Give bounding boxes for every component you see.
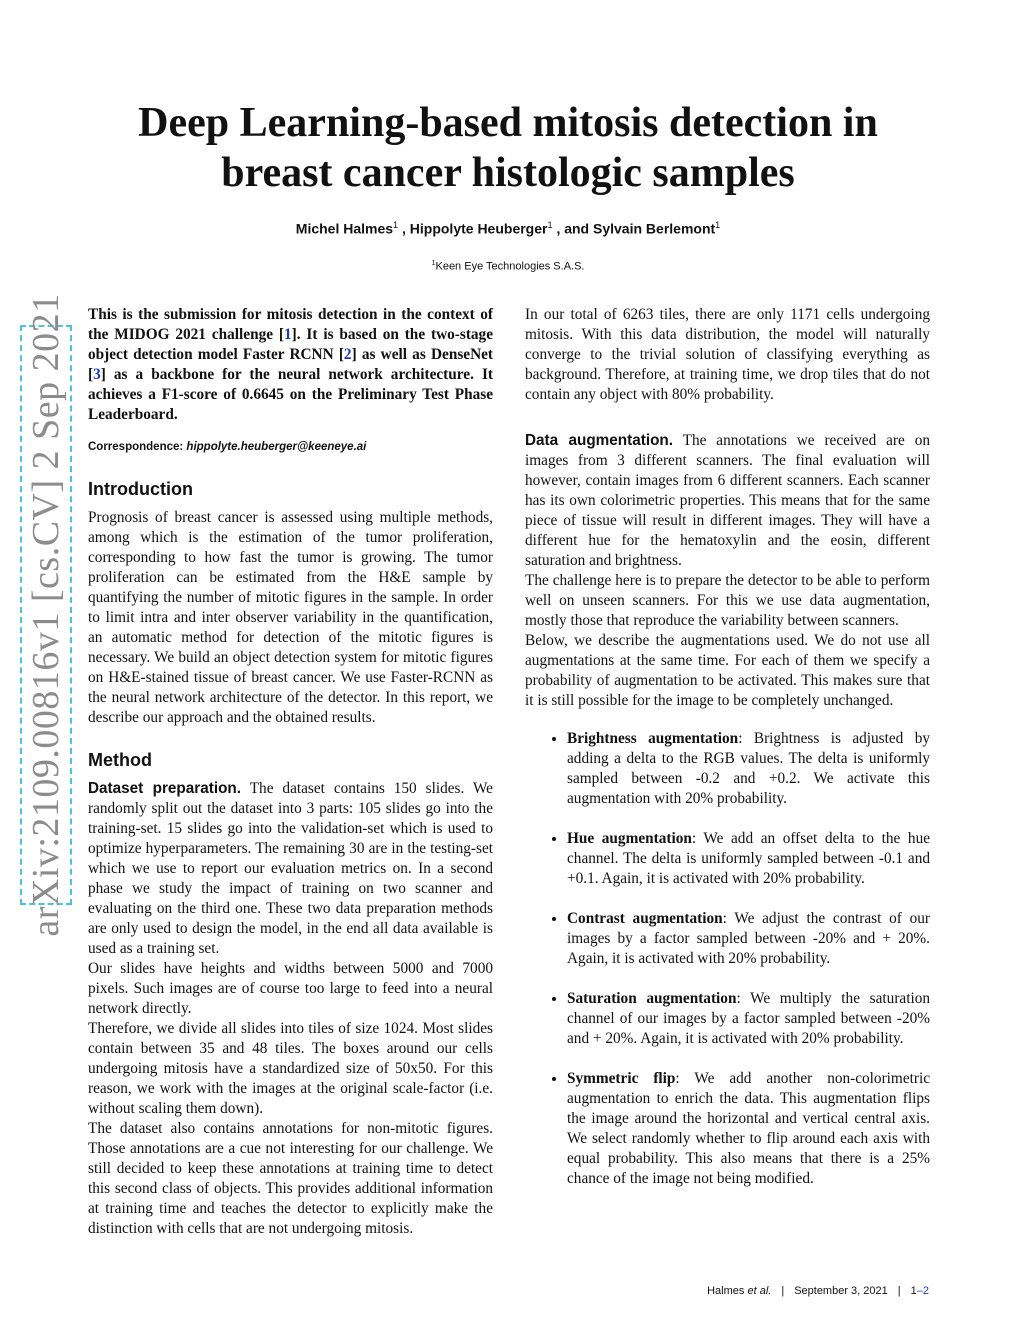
augmentation-list xyxy=(525,729,930,1189)
title-line-2: breast cancer histologic samples xyxy=(221,150,795,196)
tiles-paragraph: In our total of 6263 tiles, there are only 1171 cells undergoing mitosis. With this data distribution, the model will naturally converge to the trivial solution of classifying everything as background. Therefore, at training time, we drop tiles that do not contain any object with 80% probability. xyxy=(525,306,930,403)
citation-link[interactable]: 2 xyxy=(343,346,352,363)
correspondence: Correspondence: hippolyte.heuberger@keeneye.ai xyxy=(88,441,367,453)
author-name: Hippolyte Heuberger xyxy=(409,220,548,237)
list-item: • Contrast augmentation: We adjust the contrast of our images by a factor sampled between -20% and + 20%. Again, it is activated with 20% probability. xyxy=(567,909,930,969)
list-item: • Saturation augmentation: We multiply the saturation channel of our images by a factor sampled between -20% and + 20%. Again, it is activated with 20% probability. xyxy=(567,989,930,1049)
method-paragraph: The dataset also contains annotations for non-mitotic figures. Those annotations are a cue not interesting for our challenge. We still decided to keep these annotations at training time to detect this second class of objects. This provides additional information at training time and teaches the detector to explicitly make the distinction with cells that are not undergoing mitosis. xyxy=(88,1120,493,1237)
section-heading-introduction: Introduction xyxy=(88,479,193,499)
list-item: • Brightness augmentation: Brightness is adjusted by adding a delta to the RGB values. The delta is uniformly sampled between -0.2 and +0.2. We activate this augmentation with 20% probability. xyxy=(567,729,930,809)
section-heading-method: Method xyxy=(88,750,152,770)
page-footer: Halmes et al. | September 3, 2021 | 1–2 xyxy=(707,1285,929,1297)
title-line-1: Deep Learning-based mitosis detection in xyxy=(138,100,878,146)
dataset-paragraph: Dataset preparation. The dataset contains 150 slides. We randomly split out the dataset into 3 parts: 105 slides go into the training-set. 15 slides go into the validation-set which is used to optimize hyperparameters. The remaining 30 are in the testing-set which we use to report our evaluation metrics on. In a second phase we study the impact of training on two scanner and evaluating on the third one. These two data preparation methods are only used to design the model, in the end all data available is used as a training set. xyxy=(88,780,493,957)
method-paragraph: Therefore, we divide all slides into tiles of size 1024. Most slides contain between 35 and 48 tiles. The boxes around our cells undergoing mitosis have a standardized size of 50x50. For this reason, we work with the images at the original scale-factor (i.e. without scaling them down). xyxy=(88,1020,493,1117)
left-column xyxy=(88,305,493,1239)
footer-date: September 3, 2021 xyxy=(794,1285,888,1297)
subsection-heading: Data augmentation. xyxy=(525,432,674,449)
affiliation-text: Keen Eye Technologies S.A.S. xyxy=(435,260,585,273)
right-column xyxy=(525,305,930,1209)
citation-link[interactable]: 3 xyxy=(93,366,101,383)
intro-paragraph: Prognosis of breast cancer is assessed using multiple methods, among which is the estimation of the tumor proliferation, corresponding to how fast the tumor is growing. The tumor proliferation can be estimated from the H&E sample by quantifying the number of mitotic figures in the sample. In order to limit intra and inter observer variability in the quantification, an automatic method for detection of the mitotic figures is necessary. We build an object detection system for mitotic figures on H&E-stained tissue of breast cancer. We use Faster-RCNN as the neural network architecture of the detector. In this report, we describe our approach and the obtained results. xyxy=(88,509,493,726)
page-number: 1 xyxy=(910,1285,917,1297)
author-name: Sylvain Berlemont xyxy=(593,220,716,237)
author-list: Michel Halmes$^1$ , Hippolyte Heuberger$^1$ , and Sylvain Berlemont$^1$ xyxy=(295,220,721,237)
augmentation-paragraph: Below, we describe the augmentations used. We do not use all augmentations at the same time. For each of them we specify a probability of augmentation to be activated. This makes sure that it is still possible for the image to be completely unchanged. xyxy=(525,632,930,709)
affiliation xyxy=(100,259,916,273)
author-affiliation: 1 xyxy=(547,220,553,230)
list-item: • Hue augmentation: We add an offset delta to the hue channel. The delta is uniformly sampled between -0.1 and +0.1. Again, it is activated with 20% probability. xyxy=(567,829,930,889)
affiliation-number: 1 xyxy=(431,259,436,267)
list-item: • Symmetric flip: We add another non-colorimetric augmentation to enrich the data. This augmentation flips the image around the horizontal and vertical central axis. We select randomly whether to flip around each axis with equal probability. This also means that there is a 25% chance of the image not being modified. xyxy=(567,1069,930,1189)
last-page-link[interactable]: 2 xyxy=(922,1285,929,1297)
citation-link[interactable]: 1 xyxy=(283,326,292,343)
paper-title xyxy=(100,98,916,198)
author-name: Michel Halmes xyxy=(295,220,394,237)
method-paragraph: Our slides have heights and widths between 5000 and 7000 pixels. Such images are of course too large to feed into a neural network directly. xyxy=(88,960,493,1017)
augmentation-paragraph: Data augmentation. The annotations we received are on images from 3 different scanners. The final evaluation will however, contain images from 6 different scanners. Each scanner has its own colorimetric properties. This means that for the same piece of tissue will result in different images. They will have a different hue for the hematoxylin and the eosin, different saturation and brightness. xyxy=(525,432,930,569)
abstract: This is the submission for mitosis detection in the context of the MIDOG 2021 challenge [1]. It is based on the two-stage object detection model Faster RCNN [2] as well as DenseNet [3] as a backbone for the neural network architecture. It achieves a F1-score of 0.6645 on the Preliminary Test Phase Leaderboard. xyxy=(88,306,493,423)
author-affiliation: 1 xyxy=(715,220,721,230)
arxiv-stamp: arXiv:2109.00816v1 [cs.CV] 2 Sep 2021 xyxy=(25,293,67,937)
author-affiliation: 1 xyxy=(393,220,399,230)
augmentation-paragraph: The challenge here is to prepare the detector to be able to perform well on unseen scanners. For this we use data augmentation, mostly those that reproduce the variability between scanners. xyxy=(525,572,930,629)
footer-author: Halmes xyxy=(707,1285,745,1297)
email-link[interactable]: hippolyte.heuberger@keeneye.ai xyxy=(186,441,367,453)
subsection-heading: Dataset preparation. xyxy=(88,780,242,797)
